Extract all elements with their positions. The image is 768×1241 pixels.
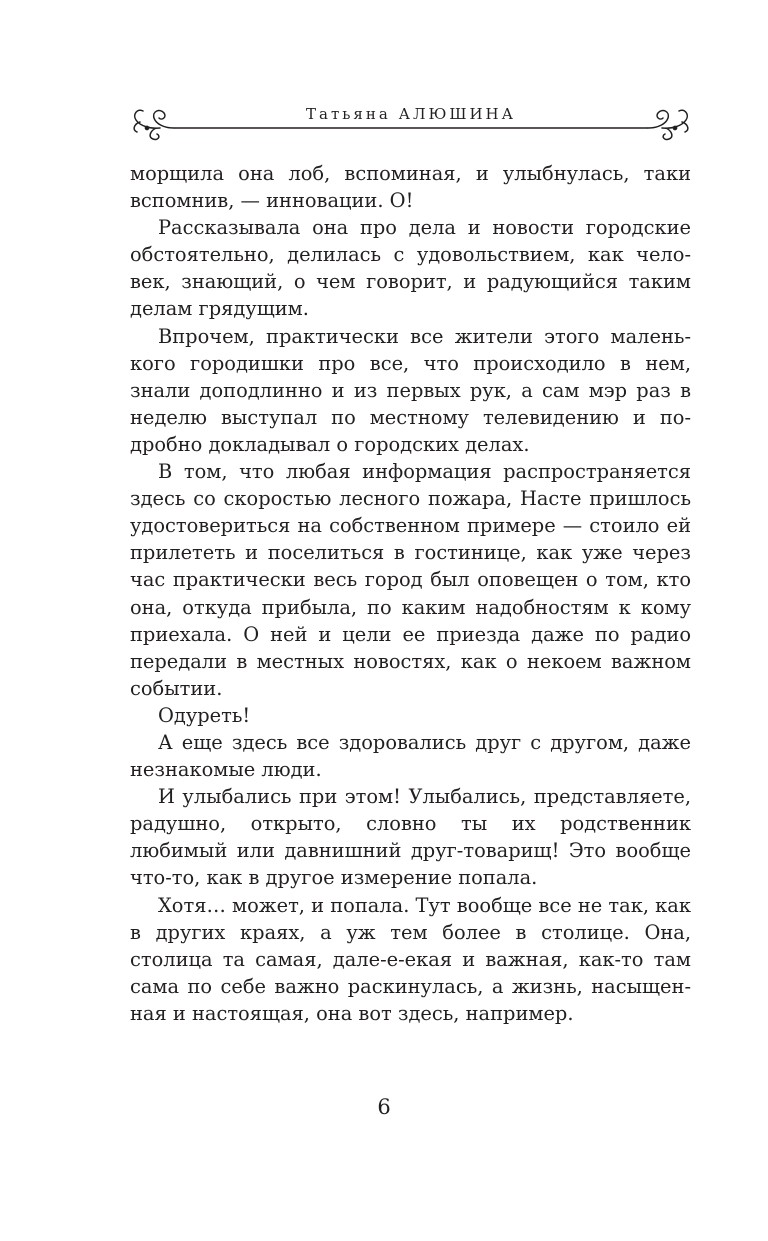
paragraph: И улыбались при этом! Улыбались, представляете, радушно, открыто, словно ты их родственник любимый или давнишний друг-товарищ! Это вообще что-то, как в другое измерение попала. — [130, 785, 691, 890]
page-number: 6 — [377, 1095, 391, 1119]
header-author: Татьяна АЛЮШИНА — [306, 105, 516, 123]
paragraph: В том, что любая информация распространяется здесь со скоростью лесного пожара, Насте пришлось удостовериться на собственном примере — стоило ей прилететь и поселиться в гостинице, как уже через час практически весь город был оповещен о том, кто она, откуда прибыла, по каким надобностям к кому приехала. О ней и цели ее приезда даже по радио передали в местных новостях, как о некоем важном событии. — [130, 460, 691, 700]
running-header — [126, 98, 696, 144]
paragraph: Рассказывала она про дела и новости городские обстоятельно, делилась с удовольствием, как человек, знающий, о чем говорит, и радующийся таким делам грядущим. — [130, 216, 691, 321]
paragraph: морщила она лоб, вспоминая, и улыбнулась, таки вспомнив, — инновации. О! — [130, 162, 691, 213]
paragraph: Хотя… может, и попала. Тут вообще все не так, как в других краях, а уж тем более в столице. Она, столица та самая, дале-е-екая и важная, как-то там сама по себе важно раскинулась, а жизнь, насыщенная и настоящая, она вот здесь, например. — [130, 893, 691, 1025]
body-text — [130, 160, 691, 1027]
paragraph: А еще здесь все здоровались друг с другом, даже незнакомые люди. — [130, 730, 691, 782]
paragraph: Впрочем, практически все жители этого маленького городишки про все, что происходило в нем, знали доподлинно и из первых рук, а сам мэр раз в неделю выступал по местному телевидению и подробно докладывал о городских делах. — [130, 324, 691, 456]
paragraph: Одуреть! — [158, 703, 251, 727]
